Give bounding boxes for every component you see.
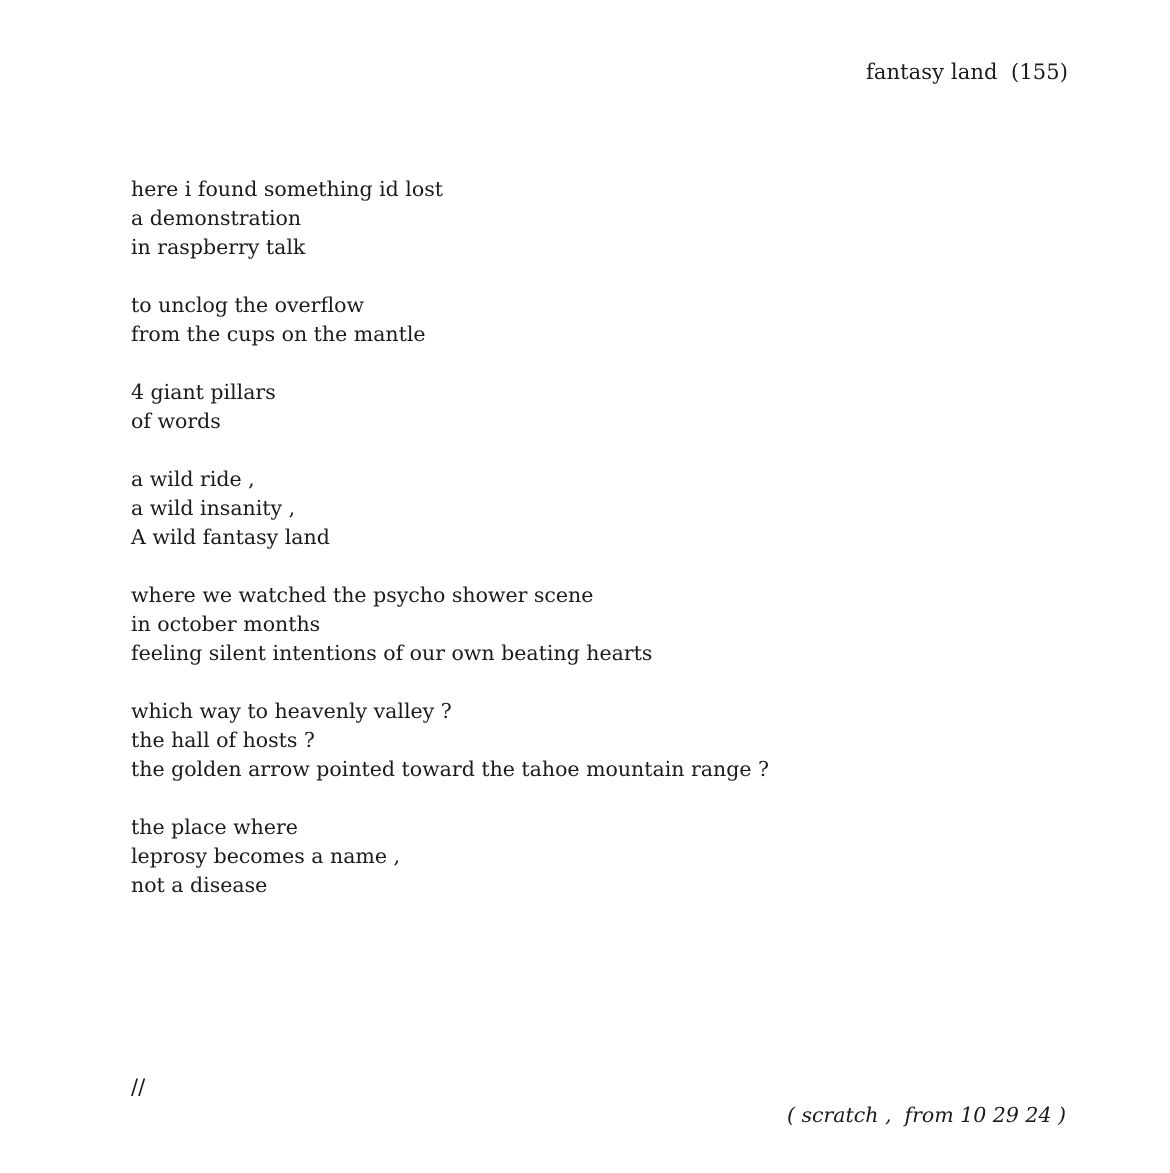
poem-line: A wild fantasy land bbox=[131, 525, 330, 549]
stanza-5 bbox=[131, 581, 1031, 668]
stanza-1 bbox=[131, 175, 1031, 262]
poem-line: of words bbox=[131, 409, 221, 433]
stanza-4 bbox=[131, 465, 1031, 552]
poem-line: the place where bbox=[131, 815, 298, 839]
poem-line: a wild ride , bbox=[131, 467, 255, 491]
poem-line: the hall of hosts ? bbox=[131, 728, 315, 752]
poem-line: leprosy becomes a name , bbox=[131, 844, 401, 868]
stanza-7 bbox=[131, 813, 1031, 900]
stanza-2 bbox=[131, 291, 1031, 349]
poem-line: from the cups on the mantle bbox=[131, 322, 426, 346]
stanza-6 bbox=[131, 697, 1031, 784]
poem-line: where we watched the psycho shower scene bbox=[131, 583, 594, 607]
poem-line: a demonstration bbox=[131, 206, 302, 230]
poem-line: in october months bbox=[131, 612, 321, 636]
poem-line: 4 giant pillars bbox=[131, 380, 276, 404]
poem-line: a wild insanity , bbox=[131, 496, 296, 520]
poem-line: which way to heavenly valley ? bbox=[131, 699, 452, 723]
poem-line: to unclog the overflow bbox=[131, 293, 365, 317]
poem-line: not a disease bbox=[131, 873, 268, 897]
poem-line: in raspberry talk bbox=[131, 235, 306, 259]
poem-line: here i found something id lost bbox=[131, 177, 443, 201]
source-note: ( scratch , from 10 29 24 ) bbox=[786, 1103, 1066, 1127]
end-mark: // bbox=[131, 1075, 146, 1099]
poem-line: the golden arrow pointed toward the tahoe mountain range ? bbox=[131, 757, 769, 781]
poem-title: fantasy land (155) bbox=[865, 60, 1068, 84]
poem-line: feeling silent intentions of our own beating hearts bbox=[131, 641, 653, 665]
stanza-3 bbox=[131, 378, 1031, 436]
poem-body bbox=[131, 175, 1031, 929]
